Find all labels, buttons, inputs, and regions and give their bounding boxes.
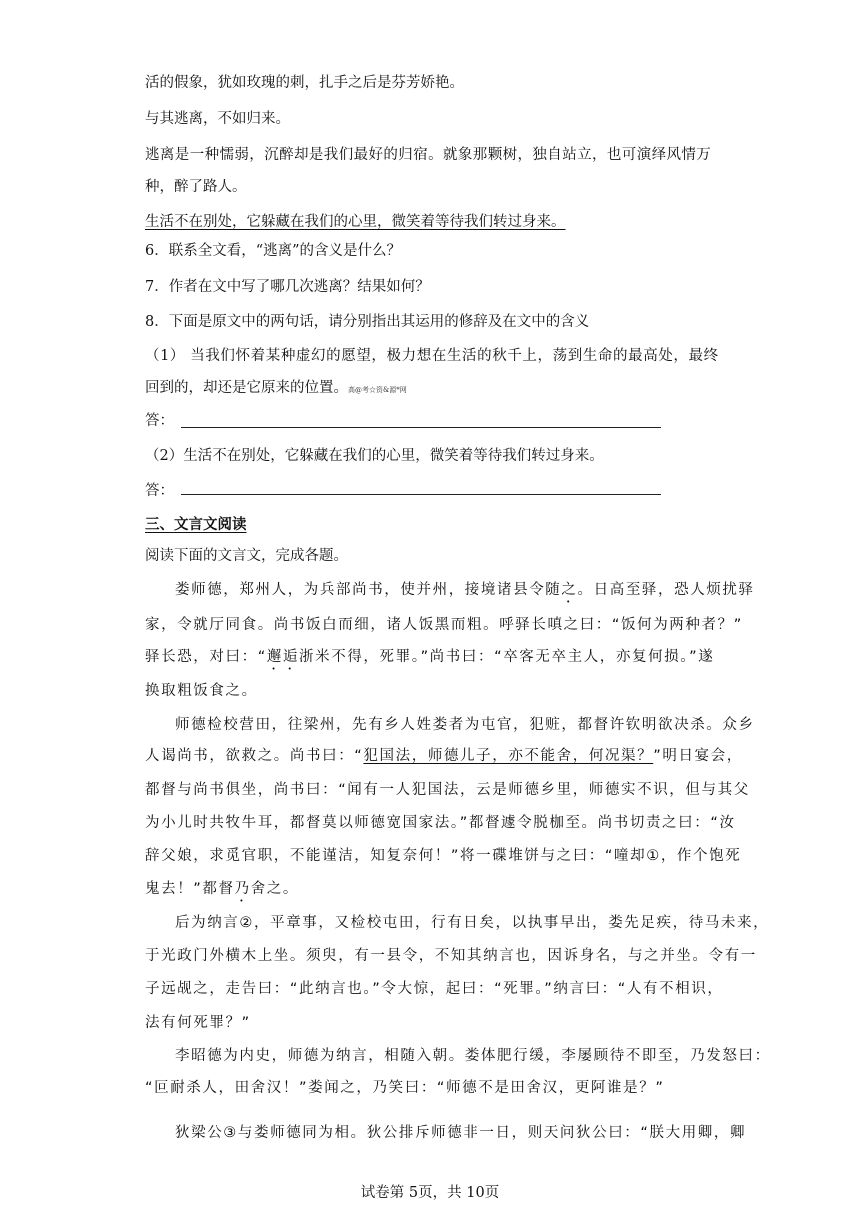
answer-line[interactable] (181, 494, 661, 495)
watermark-text: 高@考☆资&源*网 (348, 386, 407, 394)
underlined-sentence: 生活不在别处，它躲藏在我们的心里，微笑着等待我们转过身来。 (145, 214, 566, 230)
classical-line: 于光政门外横木上坐。须臾，有一县令，不知其纳言也，因诉身名，与之并坐。令有一 (145, 948, 757, 964)
reading-line: 活的假象，犹如玫瑰的刺，扎手之后是芬芳娇艳。 (145, 75, 464, 91)
classical-line: 法有何死罪？” (145, 1015, 251, 1031)
classical-line: 换取粗饭食之。 (145, 683, 258, 699)
question-8-1-cont (145, 378, 407, 400)
classical-line: 鬼去！”都督乃舍之。 (145, 881, 300, 897)
question-8-2: （2）生活不在别处，它躲藏在我们的心里，微笑着等待我们转过身来。 (145, 448, 604, 464)
answer-label: 答： (145, 413, 174, 429)
classical-line: 李昭德为内史，师德为纳言，相随入朝。娄体肥行缓，李屡顾待不即至，乃发怒曰： (175, 1048, 771, 1064)
dotted-word: 邂逅 (266, 649, 300, 665)
answer-line[interactable] (181, 427, 661, 428)
reading-line: 逃离是一种懦弱，沉醉却是我们最好的归宿。就象那颗树，独自站立，也可演绎风情万 (145, 147, 712, 163)
classical-line: 为小儿时共牧牛耳，都督莫以师德宽国家法。”都督遽令脱枷至。尚书切责之曰：“汝 (145, 815, 736, 831)
question-8-1-text: 回到的，却还是它原来的位置。 (145, 380, 348, 396)
question-7: 7．作者在文中写了哪几次逃离？结果如何？ (145, 279, 430, 295)
reading-line: 与其逃离，不如归来。 (145, 111, 290, 127)
underlined-sentence: 犯国法，师德儿子，亦不能舍，何况渠？ (363, 748, 654, 764)
classical-line: 娄师德，郑州人，为兵部尚书，使并州，接境诸县令随之。日高至驿，恐人烦扰驿 (175, 582, 755, 598)
question-6: 6．联系全文看，“逃离”的含义是什么？ (145, 243, 402, 259)
section-title: 三、文言文阅读 (145, 516, 247, 533)
dotted-word: 乃 (234, 881, 251, 897)
classical-line: 辞父娘，求觅官职，不能谨洁，知复奈何！”将一碟堆饼与之曰：“噇却①，作个饱死 (145, 848, 742, 864)
question-8-1: （1） 当我们怀着某种虚幻的愿望，极力想在生活的秋千上，荡到生命的最高处，最终 (145, 348, 719, 364)
classical-line: “叵耐杀人，田舍汉！”娄闻之，乃笑曰：“师德不是田舍汉，更阿谁是？” (145, 1080, 665, 1096)
section-intro: 阅读下面的文言文，完成各题。 (145, 548, 348, 564)
dotted-word: 之 (561, 582, 578, 598)
classical-line: 师德检校营田，往梁州，先有乡人姓娄者为屯官，犯赃，都督许钦明欲决杀。众乡 (175, 717, 755, 733)
classical-line: 驿长恐，对曰：“邂逅浙米不得，死罪。”尚书曰：“卒客无卒主人，亦复何损。”遂 (145, 649, 715, 665)
classical-line: 家，令就厅同食。尚书饭白而细，诸人饭黑而粗。呼驿长嗔之曰：“饭何为两种者？” (145, 617, 743, 633)
reading-line: 种，醉了路人。 (145, 179, 247, 195)
page-footer: 试卷第 5页，共 10页 (360, 1185, 500, 1201)
question-8: 8．下面是原文中的两句话，请分别指出其运用的修辞及在文中的含义 (145, 314, 590, 330)
classical-line: 后为纳言②，平章事，又检校屯田，行有日矣，以执事早出，娄先足疾，待马未来， (175, 915, 770, 931)
classical-line: 狄梁公③与娄师德同为相。狄公排斥师德非一日，则天问狄公曰：“朕大用卿，卿 (175, 1125, 747, 1141)
classical-line: 都督与尚书俱坐，尚书曰：“闻有一人犯国法，云是师德乡里，师德实不识，但与其父 (145, 782, 750, 798)
classical-line: 子远觇之，走告曰：“此纳言也。”令大惊，起曰：“死罪。”纳言曰：“人有不相识， (145, 981, 724, 997)
classical-line: 人谒尚书，欲救之。尚书曰：“犯国法，师德儿子，亦不能舍，何况渠？”明日宴会， (145, 748, 743, 764)
answer-label: 答： (145, 483, 174, 499)
